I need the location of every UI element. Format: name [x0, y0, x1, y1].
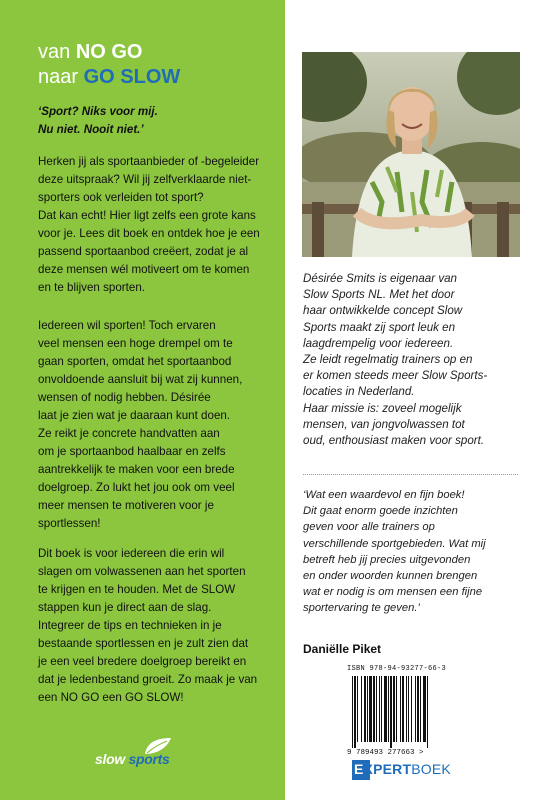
author-photo	[302, 52, 520, 257]
barcode-bar	[352, 676, 353, 748]
body-paragraph: Iedereen wil sporten! Toch ervaren veel mensen een hoge drempel om te gaan sporten, omdat het sportaanbod onvoldoende aansluit bij wat zij kunnen, wensen of nodig hebben. Désirée laat je zien wat je daaraan kunt doen. Ze reikt je concrete handvatten aan om je sportaanbod haalbaar en zelfs aantrekkelijk te maken voor een brede doelgroep. Zo lukt het jou ook om veel meer mensen te motiveren voor je sportlessen!	[38, 319, 243, 530]
barcode-bar	[364, 676, 366, 742]
barcode-bar	[390, 676, 392, 748]
title-line-2: naar GO SLOW	[38, 66, 181, 88]
publisher-xpert: XPERT	[363, 761, 412, 777]
publisher-boek: BOEK	[411, 761, 451, 777]
author-bio: Désirée Smits is eigenaar van Slow Sports NL. Met het door haar ontwikkelde concept Slow Sports maakt zij sport leuk en laagdrempelig voor iedereen. Ze leidt regelmatig trainers op en er komen steeds meer Slow Sports- locaties in Nederland. Haar missie is: zoveel mogelijk mensen, van jongvolwassen tot oud, enthousiast maken voor sport.	[303, 272, 488, 448]
barcode-bar	[402, 676, 404, 742]
barcode-bar	[427, 676, 428, 748]
barcode-bar	[354, 676, 356, 748]
barcode-bar	[373, 676, 375, 742]
barcode-bar	[411, 676, 412, 742]
title-line-1: van NO GO	[38, 41, 143, 63]
publisher-e: E	[354, 761, 364, 777]
barcode-bar	[406, 676, 407, 742]
barcode-bar	[357, 676, 358, 742]
intro-paragraph: Herken jij als sportaanbieder of -begeleider deze uitspraak? Wil jij zelfverklaarde niet- sporters ook verleiden tot sport? Dat kan echt! Hier ligt zelfs een grote kans voor je. Lees dit boek en ontdek hoe je een passend sportaanbod creëert, zodat je al deze mensen wél motiveert om te komen en te blijven sporten.	[38, 155, 260, 294]
barcode-bar	[376, 676, 377, 742]
reviewer-name: Daniëlle Piket	[303, 642, 382, 656]
title-go-slow: GO SLOW	[83, 66, 181, 88]
logo-sports: sports	[128, 751, 170, 767]
barcode-bars	[352, 676, 458, 748]
barcode-bar	[369, 676, 372, 742]
barcode-bar	[393, 676, 395, 742]
barcode-bar	[388, 676, 389, 742]
barcode-bar	[384, 676, 387, 742]
logo-slow: slow	[95, 751, 125, 767]
barcode-bar	[417, 676, 419, 742]
review-quote: ‘Wat een waardevol en fijn boek! Dit gaat enorm goede inzichten geven voor alle trainers op verschillende sportgebieden. Wat mij betreft heb jij precies uitgevonden en onder woorden kunnen brengen wat er nodig is om mensen een fijne sportervaring te geven.’	[303, 489, 486, 615]
barcode-bar	[408, 676, 409, 742]
barcode-bar	[381, 676, 382, 742]
book-title	[38, 40, 278, 90]
barcode-bar	[400, 676, 401, 742]
barcode-bar	[367, 676, 368, 742]
barcode-bar	[415, 676, 416, 742]
title-no-go: NO GO	[75, 41, 143, 63]
barcode-digits: 9 789493 277663 >	[347, 749, 424, 757]
publisher-logo	[352, 758, 472, 784]
barcode-bar	[379, 676, 380, 742]
closing-paragraph: Dit boek is voor iedereen die erin wil slagen om volwassenen aan het sporten te krijgen en te houden. Met de SLOW stappen kun je direct aan de slag. Integreer de tips en technieken in je bestaande sportlessen en je zult zien dat je een veel bredere doelgroep bereikt en dat je ledenbestand groeit. Zo maak je van een NO GO een GO SLOW!	[38, 547, 258, 704]
barcode-bar	[396, 676, 397, 742]
barcode-bar	[423, 676, 426, 742]
barcode-bar	[361, 676, 362, 742]
isbn-label: ISBN 978-94-93277-66-3	[347, 665, 447, 673]
author-portrait-image	[302, 52, 520, 257]
isbn-barcode	[347, 665, 463, 760]
section-divider	[303, 474, 518, 475]
opening-quote: ‘Sport? Niks voor mij. Nu niet. Nooit niet.’	[38, 105, 158, 136]
barcode-bar	[420, 676, 421, 742]
slow-sports-logo	[95, 736, 175, 776]
